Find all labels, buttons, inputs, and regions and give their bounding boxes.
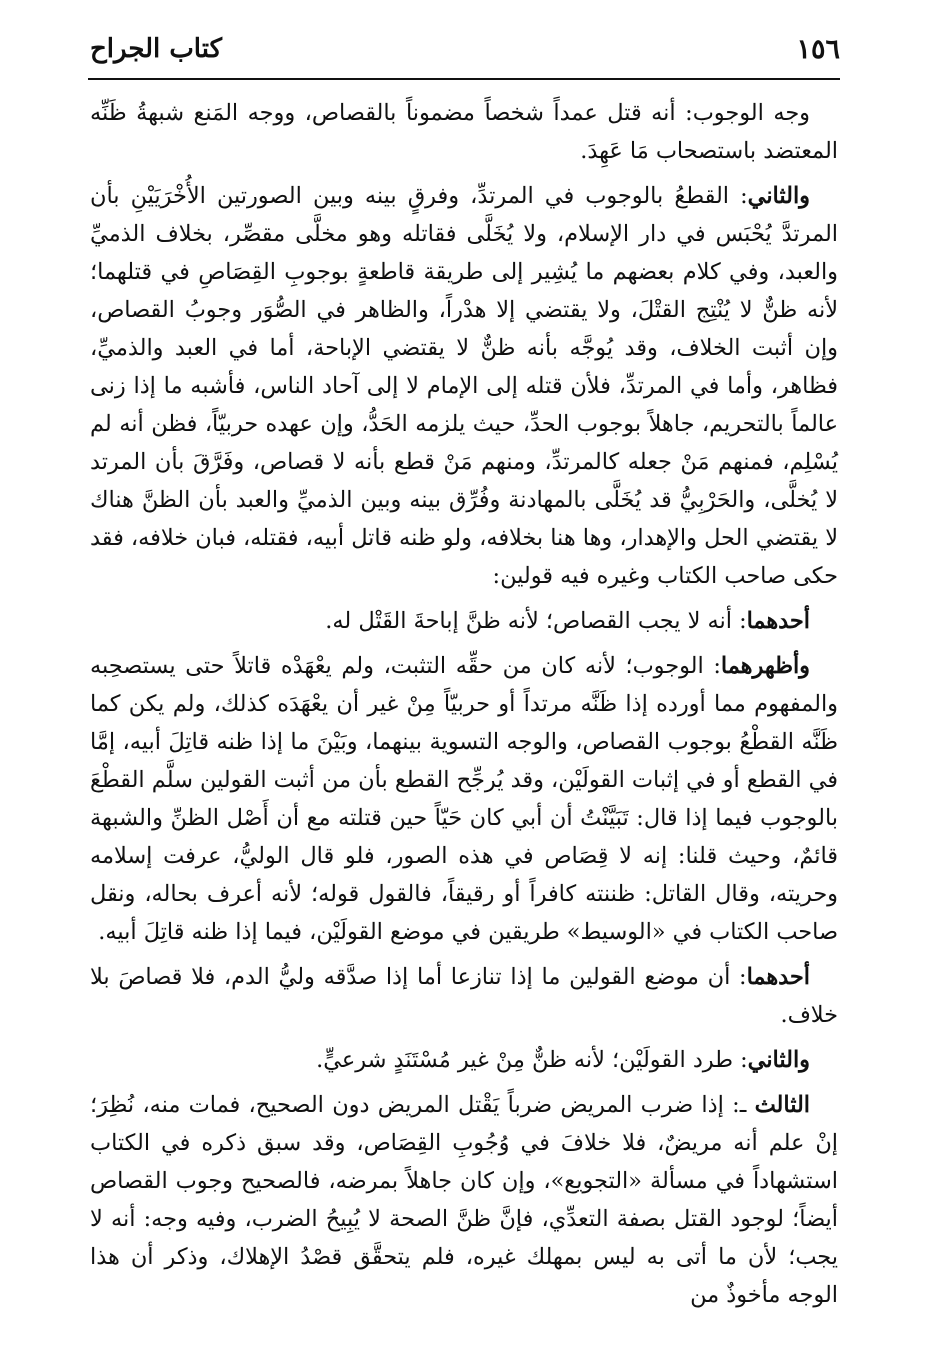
paragraph-text: ـ: إذا ضرب المريض ضرباً يَقْتل المريض دون الصحيح، فمات منه، نُظِرَ؛ إنْ علم أنه مريضٌ، فلا خلافَ في وُجُوبِ القِصَاص، وقد سبق ذكره في الكتاب استشهاداً في مسألة «التجويع»، وإن كان جاهلاً بمرضه، فالصحيح وجوب القصاص أيضاً؛ لوجود القتل بصفة التعدِّي، فإنَّ ظنَّ الصحة لا يُبِيحُ الضرب، وفيه وجه: أنه لا يجب؛ لأن ما أتى به ليس بمهلك غيره، فلم يتحقَّق قصْدُ الإهلاك، وذكر أن هذا الوجه مأخوذٌ من (90, 1092, 838, 1308)
page-number: ١٥٦ (796, 34, 840, 65)
paragraph-text: : الوجوب؛ لأنه كان من حقِّه التثبت، ولم يعْهَدْه قاتلاً حتى يستصحِبه والمفهوم مما أورده إذا ظَنَّه مرتداً أو حربيّاً مِنْ غير أن يعْهَدَه كذلك، ولم يكن كما ظَنَّه القطْعُ بوجوب القصاص، والوجه التسوية بينهما، وبَيْنَ ما إذا ظنه قاتِلَ أبيه، إمَّا في القطع أو في إثبات القولَيْن، وقد يُرجِّح القطع بأن من أثبت القولين سلَّم القطْعَ بالوجوب فيما إذا قال: تَبَيَّنْتُ أن أبي كان حَيّاً حين قتلته مع أن أَصْل الظنِّ والشبهة قائمٌ، وحيث قلنا: إنه لا قِصَاص في هذه الصور، فلو قال الوليُّ، عرفت إسلامه وحريته، وقال القاتل: ظننته كافراً أو رقيقاً، فالقول قوله؛ لأنه أعرف بحاله، ونقل صاحب الكتاب في «الوسيط» طريقين في موضع القولَيْن، فيما إذا ظنه قاتِلَ أبيه. (90, 653, 838, 945)
paragraph-lead: أحدهما (746, 608, 810, 634)
paragraph-text: وجه الوجوب: أنه قتل عمداً شخصاً مضموناً بالقصاص، ووجه المَنع شبهةُ ظَنِّه المعتضد باستصحاب مَا عَهِدَ. (90, 100, 838, 164)
paragraph-lead: الثالث (754, 1092, 810, 1118)
paragraph-text: : أن موضع القولين ما إذا تنازعا أما إذا صدَّقه وليُّ الدم، فلا قصاصَ بلا خلاف. (90, 964, 838, 1028)
paragraph-third-issue (90, 1086, 838, 1314)
paragraph-intro (90, 94, 838, 170)
body-text (90, 94, 838, 1321)
paragraph-text: : أنه لا يجب القصاص؛ لأنه ظنَّ إباحةَ القَتْل له. (325, 608, 747, 634)
paragraph-lead: وأظهرهما (720, 653, 810, 679)
paragraph-lead: والثاني (747, 1047, 810, 1073)
page-header (90, 34, 840, 74)
paragraph-text: : طرد القولَيْن؛ لأنه ظنٌّ مِنْ غير مُسْتَنَدٍ شرعيٍّ. (316, 1047, 748, 1073)
paragraph-second-method (90, 177, 838, 595)
paragraph-second-path (90, 1041, 838, 1079)
paragraph-lead: والثاني (747, 183, 810, 209)
paragraph-stronger-opinion (90, 647, 838, 951)
paragraph-first-path (90, 958, 838, 1034)
paragraph-first-opinion (90, 602, 838, 640)
paragraph-text: : القطعُ بالوجوب في المرتدِّ، وفرقٍ بينه وبين الصورتين الأُخْرَيَيْنِ بأن المرتدَّ يُحْبَس في دار الإسلام، ولا يُخَلَّى فقاتله وهو مخلَّى مقصِّر، بخلاف الذميِّ والعبد، وفي كلام بعضهم ما يُشِير إلى طريقة قاطعةٍ بوجوبِ القِصَاصِ في قتلهما؛ لأنه ظنٌّ لا يُنْتِج القتْلَ، ولا يقتضي إلا هدْراً، والظاهر في الصُّوَر وجوبُ القصاص، وإن أثبت الخلاف، وقد يُوجَّه بأنه ظنٌّ لا يقتضي الإباحة، أما في العبد والذميِّ، فظاهر، وأما في المرتدِّ، فلأن قتله إلى الإمام لا إلى آحاد الناس، فأشبه ما إذا زنى عالماً بالتحريم، جاهلاً بوجوب الحدِّ، حيث يلزمه الحَدُّ، وإن عهده حربيّاً، فظن أنه لم يُسْلِم، فمنهم مَنْ جعله كالمرتدِّ، ومنهم مَنْ قطع بأنه لا قصاص، وفَرَّقَ بأن المرتد لا يُخلَّى، والحَرْبِيُّ قد يُخَلَّى بالمهادنة وفُرِّق بينه وبين الذميِّ والعبد بأن الظنَّ هناك لا يقتضي الحل والإهدار، وها هنا بخلافه، ولو ظنه قاتل أبيه، فقتله، فبان خلافه، فقد حكى صاحب الكتاب وغيره فيه قولين: (90, 183, 838, 589)
running-title: كتاب الجراح (90, 34, 222, 64)
header-rule (88, 78, 840, 80)
paragraph-lead: أحدهما (746, 964, 810, 990)
